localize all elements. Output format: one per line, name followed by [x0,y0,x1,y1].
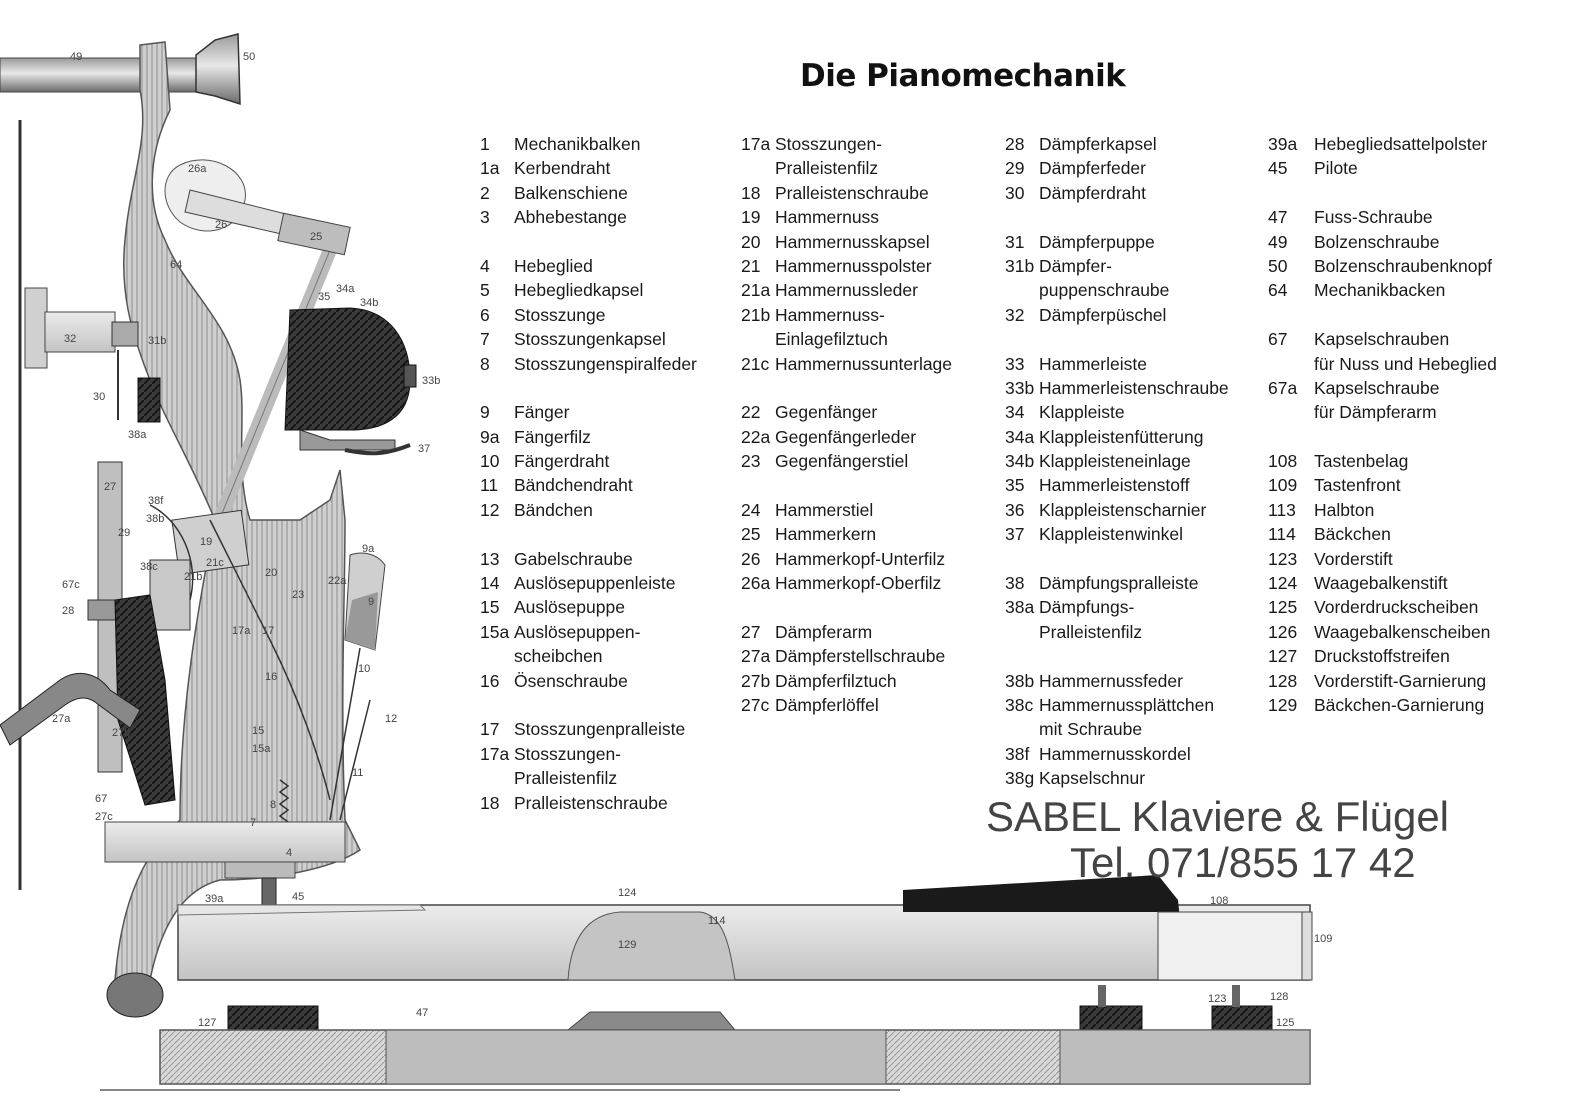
part-label: 37 [418,443,431,455]
dealer-phone: Tel. 071/855 17 42 [1070,839,1416,886]
legend-number: 21b [741,304,771,325]
part-label: 35 [318,291,331,303]
legend-label: Hebegliedkapsel [514,280,644,301]
legend-number: 38g [1005,768,1035,789]
legend-number: 33b [1005,377,1035,398]
legend-label: Druckstoffstreifen [1314,646,1450,667]
part-label: 127 [198,1017,217,1029]
legend-number: 127 [1268,646,1298,667]
dealer-stamp [986,794,1449,886]
legend-number: 22a [741,426,771,447]
legend-label: Balkenschiene [514,182,628,203]
legend-label: Mechanikbacken [1314,280,1446,301]
legend-label: Dämpferstellschraube [775,646,946,667]
part-label: 7 [250,817,257,829]
legend-number: 35 [1005,475,1025,496]
legend-label: Stosszungenpralleiste [514,719,686,740]
part-label: 16 [265,671,278,683]
legend-label: Hammernusskapsel [775,231,930,252]
legend-number: 38b [1005,670,1035,691]
legend-label: puppenschraube [1039,280,1170,301]
legend-label: Waagebalkenscheiben [1314,621,1491,642]
legend-label: Pralleistenschraube [775,182,929,203]
legend-label: Tastenfront [1314,475,1401,496]
legend-number: 5 [480,280,490,301]
part-label: 26 [215,219,228,231]
legend-label: Bolzenschraubenknopf [1314,255,1493,276]
legend-label: Gabelschraube [514,548,633,569]
legend-number: 128 [1268,670,1298,691]
legend-number: 21a [741,280,771,301]
legend-number: 12 [480,499,500,520]
part-label: 67c [62,579,80,591]
part-label: 17 [262,625,275,637]
legend-label: Hammernusspolster [775,255,932,276]
legend-label: Gegenfängerstiel [775,451,909,472]
legend-label: Stosszungen- [775,134,883,154]
legend-number: 3 [480,207,490,228]
legend-number: 47 [1268,207,1288,228]
legend-number: 129 [1268,694,1298,715]
legend-number: 34b [1005,451,1035,472]
legend-label: Pilote [1314,158,1358,179]
part-label: 9 [368,596,375,608]
legend-label: Klappleistenfütterung [1039,426,1204,447]
legend-number: 9a [480,426,500,447]
part-label: 15 [252,725,265,737]
legend-number: 49 [1268,231,1288,252]
legend-label: Klappleistenscharnier [1039,499,1207,520]
part-label: 39a [205,893,224,905]
legend-label: Dämpfungs- [1039,597,1135,618]
legend-number: 34a [1005,426,1035,447]
part-label: 64 [170,259,183,271]
part-label: 29 [118,527,131,539]
part-label: 125 [1276,1017,1295,1029]
legend-number: 2 [480,182,490,203]
legend-number: 9 [480,402,490,423]
legend-label: Waagebalkenstift [1314,573,1448,594]
legend-label: Mechanikbalken [514,134,641,154]
legend-number: 32 [1005,304,1025,325]
legend-label: für Nuss und Hebeglied [1314,353,1497,374]
legend-number: 17 [480,719,500,740]
legend-number: 7 [480,329,490,350]
legend-number: 8 [480,353,490,374]
legend-label: Kerbendraht [514,158,611,179]
legend-number: 26a [741,573,771,594]
part-label: 114 [708,915,726,927]
part-label: 123 [1208,993,1227,1005]
legend-number: 123 [1268,548,1298,569]
part-label: 21c [206,557,224,569]
legend-label: Kapselschnur [1039,768,1146,789]
legend-number: 28 [1005,134,1025,154]
part-label: 11 [352,767,364,779]
part-label: 50 [243,51,256,63]
legend-label: Pralleistenfilz [514,768,618,789]
legend-label: Vorderstift-Garnierung [1314,670,1487,691]
legend-number: 67a [1268,377,1298,398]
legend-label: Vorderstift [1314,548,1393,569]
part-label: 28 [62,605,75,617]
part-label: 12 [385,713,398,725]
legend-label: Dämpfungspralleiste [1039,573,1199,594]
part-label: 19 [200,536,213,548]
legend-number: 114 [1268,524,1296,545]
part-label: 124 [618,887,637,899]
part-label: 38a [128,429,147,441]
legend-number: 33 [1005,353,1025,374]
legend-label: Hammerleiste [1039,353,1147,374]
bracket-foot [107,973,163,1017]
legend-label: Kapselschraube [1314,377,1440,398]
part-label: 128 [1270,991,1289,1003]
part-label: 33b [422,375,441,387]
part-label: 23 [292,589,305,601]
legend-label: Dämpfer- [1039,255,1112,276]
legend-number: 67 [1268,329,1288,350]
legend-number: 38f [1005,743,1030,764]
part-label: 10 [358,663,371,675]
legend-label: Hammernussplättchen [1039,694,1215,715]
legend-label: Auslösepuppe [514,597,625,618]
part-label: 38c [140,561,158,573]
legend-label: Bäckchen-Garnierung [1314,694,1485,715]
legend-label: Klappleiste [1039,402,1125,423]
legend-number: 23 [741,451,761,472]
part-label: 34b [360,297,379,309]
legend-label: Hammerleistenschraube [1039,377,1229,398]
legend-label: Tastenbelag [1314,451,1409,472]
legend-label: Hammerleistenstoff [1039,475,1190,496]
legend-number: 4 [480,255,490,276]
legend-number: 25 [741,524,761,545]
legend-number: 39a [1268,134,1298,154]
legend-label: Gegenfänger [775,402,878,423]
legend-label: Hebeglied [514,255,593,276]
legend-label: Dämpferpüschel [1039,304,1167,325]
page-title: Die Pianomechanik [800,58,1126,94]
legend-label: Hammernusskordel [1039,743,1191,764]
legend-label: Einlagefilztuch [775,329,888,350]
legend-number: 16 [480,670,500,691]
legend-label: Hammerkopf-Unterfilz [775,548,946,569]
legend-number: 15 [480,597,500,618]
part-label: 38b [146,513,165,525]
legend-number: 21c [741,353,770,374]
legend-label: Hammernussleder [775,280,918,301]
legend-label: mit Schraube [1039,719,1143,740]
legend-label: Stosszunge [514,304,606,325]
legend-label: Auslösepuppenleiste [514,573,676,594]
legend-label: Stosszungenkapsel [514,329,666,350]
legend-label: Klappleistenwinkel [1039,524,1183,545]
legend-label: scheibchen [514,646,603,667]
legend-label: Auslösepuppen- [514,621,641,642]
legend-label: Bolzenschraube [1314,231,1440,252]
legend-label: Klappleisteneinlage [1039,451,1191,472]
legend-label: Hammerstiel [775,499,874,520]
legend-label: Pralleistenfilz [775,158,879,179]
legend-number: 36 [1005,499,1025,520]
part-label: 17a [232,625,251,637]
legend-number: 50 [1268,255,1288,276]
legend-label: Halbton [1314,499,1375,520]
legend-number: 126 [1268,621,1298,642]
legend-number: 26 [741,548,761,569]
legend-label: Hammerkopf-Oberfilz [775,573,942,594]
legend-label: Fängerdraht [514,451,610,472]
legend-number: 18 [480,792,500,813]
hammer-head [285,308,416,453]
part-label: 20 [265,567,278,579]
legend-number: 22 [741,402,761,423]
legend-number: 31b [1005,255,1035,276]
legend-label: Dämpferarm [775,621,873,642]
piano-key [178,875,1312,980]
legend-label: Ösenschraube [514,670,628,691]
legend-label: Pralleistenfilz [1039,621,1143,642]
legend-number: 27b [741,670,771,691]
legend-number: 64 [1268,280,1288,301]
legend-label: Bändchendraht [514,475,633,496]
part-label: 9a [362,543,375,555]
legend-number: 27a [741,646,771,667]
legend-label: Dämpferlöffel [775,694,879,715]
legend-number: 20 [741,231,761,252]
legend-label: Dämpferfeder [1039,158,1146,179]
legend-number: 34 [1005,402,1025,423]
legend-label: Hammernussfeder [1039,670,1183,691]
legend-label: Hebegliedsattelpolster [1314,134,1488,154]
legend-label: Pralleistenschraube [514,792,668,813]
legend-label: Kapselschrauben [1314,329,1450,350]
part-label: 49 [70,51,83,63]
front-rail-felt [1080,1006,1142,1030]
part-label: 27a [52,713,71,725]
part-label: 15a [252,743,271,755]
legend-label: Dämpferfilztuch [775,670,897,691]
part-label: 67 [95,793,108,805]
legend-label: Dämpferkapsel [1039,134,1157,154]
legend-number: 27 [741,621,761,642]
legend-number: 24 [741,499,761,520]
bolt-screw [0,34,240,104]
part-label: 26a [188,163,207,175]
part-label: 21b [184,571,203,583]
part-label: 108 [1210,895,1229,907]
legend-number: 11 [480,475,499,496]
part-label: 27c [95,811,113,823]
legend-number: 45 [1268,158,1288,179]
legend-label: Fängerfilz [514,426,591,447]
legend-label: Hammernussunterlage [775,353,953,374]
legend-number: 109 [1268,475,1298,496]
legend-number: 1a [480,158,500,179]
part-label: 129 [618,939,637,951]
legend-label: Abhebestange [514,207,627,228]
legend-number: 14 [480,573,500,594]
legend-number: 124 [1268,573,1298,594]
part-label: 8 [270,799,277,811]
legend-label: Fuss-Schraube [1314,207,1433,228]
legend-number: 17a [480,743,510,764]
legend-label: Hammerkern [775,524,877,545]
legend-number: 29 [1005,158,1025,179]
regulating-rail [105,822,345,862]
legend-number: 19 [741,207,761,228]
legend-number: 31 [1005,231,1025,252]
legend-number: 10 [480,451,500,472]
part-label: 32 [64,333,77,345]
legend-number: 38c [1005,694,1034,715]
part-label: 30 [93,391,106,403]
part-label: 31b [148,335,167,347]
legend-number: 17a [741,134,771,154]
legend-number: 37 [1005,524,1025,545]
legend-label: für Dämpferarm [1314,402,1437,423]
legend-label: Hammernuss [775,207,880,228]
part-label: 45 [292,891,305,903]
legend-label: Hammernuss- [775,304,885,325]
legend-label: Stosszungenspiralfeder [514,353,697,374]
legend-label: Gegenfängerleder [775,426,917,447]
part-label: 38f [148,495,164,507]
legend-number: 38 [1005,573,1025,594]
legend-label: Vorderdruckscheiben [1314,597,1479,618]
legend-label: Bäckchen [1314,524,1391,545]
part-label: 34a [336,283,355,295]
legend-number: 21 [741,255,761,276]
legend-number: 125 [1268,597,1298,618]
dealer-name: SABEL Klaviere & Flügel [986,793,1450,840]
legend-number: 38a [1005,597,1035,618]
legend-number: 113 [1268,499,1296,520]
legend-number: 1 [480,134,490,154]
legend-label: Dämpferdraht [1039,182,1146,203]
part-label: 47 [416,1007,429,1019]
part-label: 109 [1314,933,1333,945]
legend-number: 27c [741,694,770,715]
legend-number: 15a [480,621,510,642]
legend-label: Bändchen [514,499,593,520]
part-label: 25 [310,231,323,243]
legend-label: Fänger [514,402,570,423]
part-label: 27b [112,727,131,739]
part-label: 4 [286,847,293,859]
part-label: 22a [328,575,347,587]
legend-number: 6 [480,304,490,325]
legend-label: Dämpferpuppe [1039,231,1155,252]
legend-number: 13 [480,548,500,569]
part-label: 27 [104,481,117,493]
legend-label: Stosszungen- [514,743,622,764]
legend-number: 18 [741,182,761,203]
legend-number: 30 [1005,182,1025,203]
legend-number: 108 [1268,451,1298,472]
